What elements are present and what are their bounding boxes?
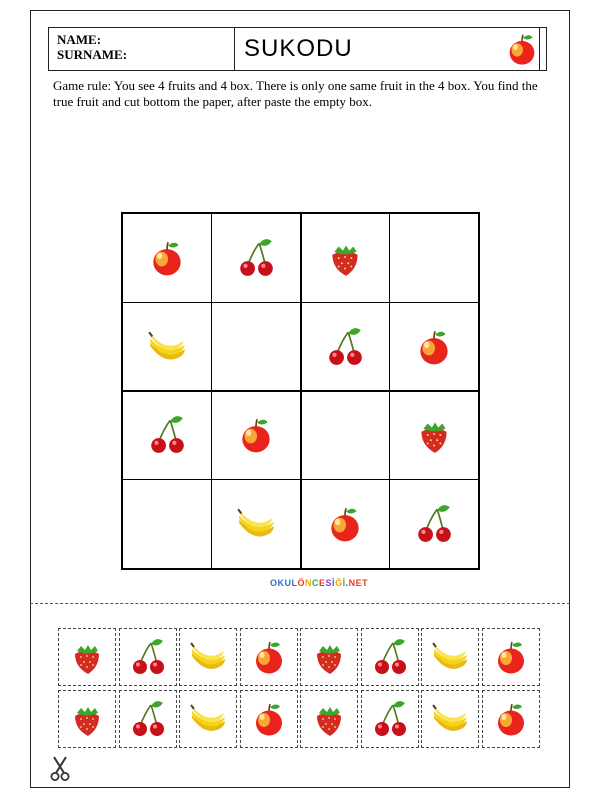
cut-card[interactable] [300, 690, 358, 748]
cut-out-cards [58, 628, 542, 750]
game-rule-text: Game rule: You see 4 fruits and 4 box. There is only one same fruit in the 4 box. You find the true fruit and cut bottom the paper, after paste the empty box. [53, 78, 538, 109]
cut-card[interactable] [119, 690, 177, 748]
grid-cell [212, 391, 301, 480]
cut-card[interactable] [119, 628, 177, 686]
cut-card[interactable] [421, 690, 479, 748]
logo-letters: C [312, 578, 320, 588]
cut-card[interactable] [179, 690, 237, 748]
header-box [48, 27, 547, 71]
strawberry-icon [324, 237, 366, 279]
site-logo [270, 578, 368, 588]
apple-icon [146, 237, 188, 279]
logo-letters: S [325, 578, 333, 588]
cut-card[interactable] [58, 690, 116, 748]
apple-icon [491, 637, 531, 677]
cherry-icon [413, 503, 455, 545]
cut-card[interactable] [361, 690, 419, 748]
banana-icon [188, 637, 228, 677]
logo-letters: NET [348, 578, 369, 588]
grid-cell [301, 303, 390, 392]
cherry-icon [235, 237, 277, 279]
cut-card[interactable] [240, 628, 298, 686]
cut-card[interactable] [482, 690, 540, 748]
cut-card[interactable] [361, 628, 419, 686]
name-label: NAME: [57, 32, 102, 47]
strawberry-icon [309, 637, 349, 677]
grid-cell [389, 480, 478, 569]
grid-block-divider [123, 390, 478, 392]
grid-cell [212, 214, 301, 303]
logo-letters: İ [332, 578, 336, 588]
banana-icon [430, 637, 470, 677]
cut-line [30, 603, 570, 604]
logo-letters: İ [342, 578, 346, 588]
logo-letters: OKUL [270, 578, 298, 588]
apple-icon [413, 326, 455, 368]
grid-cell [389, 391, 478, 480]
cut-card[interactable] [421, 628, 479, 686]
apple-icon [249, 637, 289, 677]
logo-letters: . [345, 578, 349, 588]
grid-cell [301, 480, 390, 569]
banana-icon [235, 503, 277, 545]
grid-cell [389, 303, 478, 392]
cherry-icon [146, 414, 188, 456]
strawberry-icon [413, 414, 455, 456]
cherry-icon [324, 326, 366, 368]
name-fields [49, 28, 235, 70]
cut-card[interactable] [482, 628, 540, 686]
cherry-icon [128, 699, 168, 739]
sudoku-grid [121, 212, 480, 570]
grid-cell [123, 303, 212, 392]
empty-grid-cell [123, 480, 212, 569]
logo-letters: Ö [297, 578, 306, 588]
cherry-icon [370, 637, 410, 677]
scissors-icon [49, 756, 71, 782]
strawberry-icon [67, 699, 107, 739]
surname-label: SURNAME: [57, 47, 128, 62]
cut-card[interactable] [179, 628, 237, 686]
grid-cell [301, 214, 390, 303]
grid-line [123, 479, 478, 480]
strawberry-icon [309, 699, 349, 739]
cut-card[interactable] [240, 690, 298, 748]
logo-letters: N [305, 578, 313, 588]
grid-cell [123, 391, 212, 480]
cherry-icon [128, 637, 168, 677]
apple-icon [503, 30, 543, 68]
banana-icon [146, 326, 188, 368]
banana-icon [430, 699, 470, 739]
empty-grid-cell [301, 391, 390, 480]
apple-icon [324, 503, 366, 545]
apple-icon [491, 699, 531, 739]
strawberry-icon [67, 637, 107, 677]
grid-line [389, 214, 390, 568]
empty-grid-cell [389, 214, 478, 303]
apple-icon [249, 699, 289, 739]
cherry-icon [370, 699, 410, 739]
cut-card[interactable] [300, 628, 358, 686]
grid-cell [123, 214, 212, 303]
banana-icon [188, 699, 228, 739]
title-box [235, 28, 540, 70]
grid-cell [212, 480, 301, 569]
logo-letters: E [319, 578, 326, 588]
cut-card[interactable] [58, 628, 116, 686]
apple-icon [235, 414, 277, 456]
page-title: SUKODU [244, 35, 353, 62]
logo-letters: Ğ [335, 578, 343, 588]
empty-grid-cell [212, 303, 301, 392]
